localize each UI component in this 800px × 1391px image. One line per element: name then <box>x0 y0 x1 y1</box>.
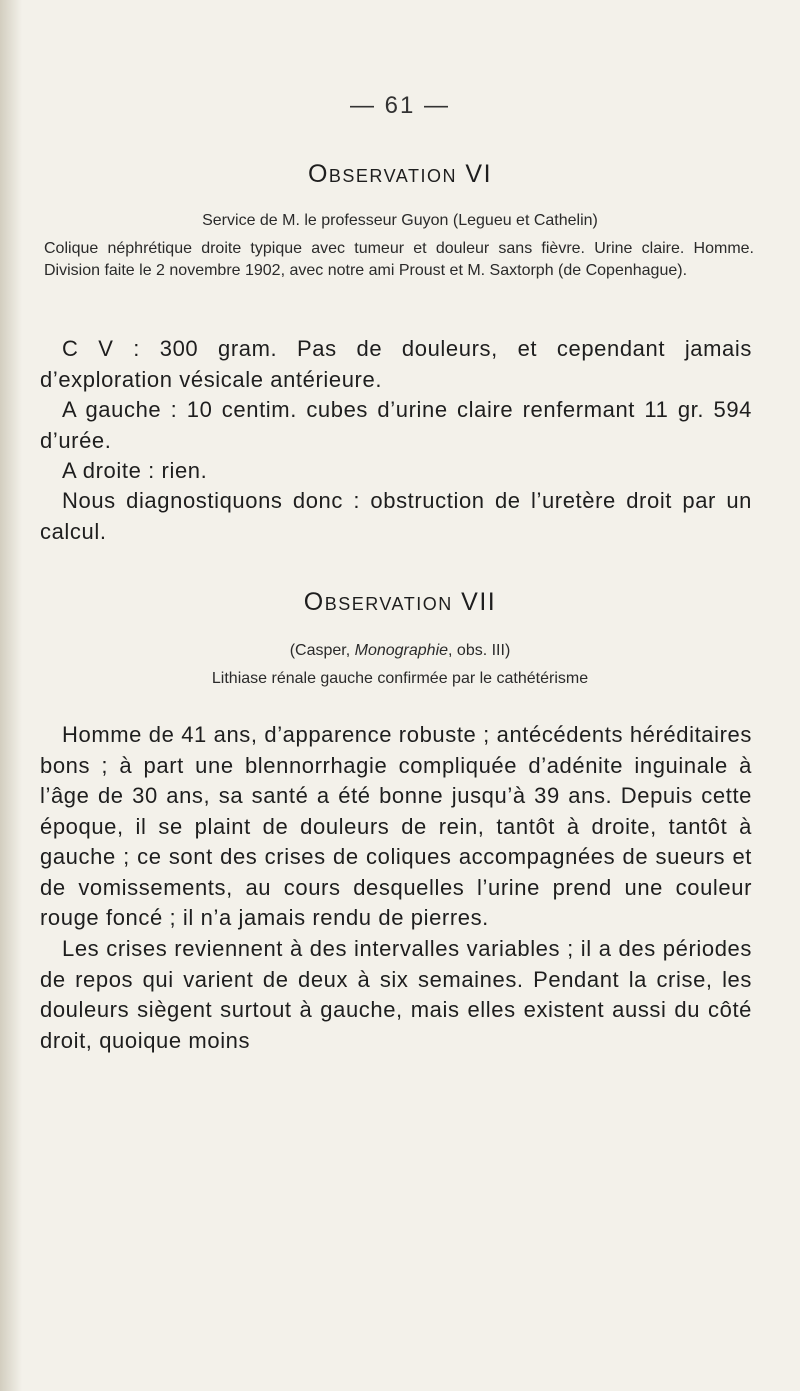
source-text-italic: Monographie <box>354 642 449 659</box>
observation-vi-subtitle: Service de M. le professeur Guyon (Legueu et Cathelin) <box>202 212 598 229</box>
page-number: — 61 — <box>349 92 451 119</box>
observation-vi-paragraph-2: A gauche : 10 centim. cubes d’urine claire renfermant 11 gr. 594 d’urée. <box>40 397 752 453</box>
page-edge-shadow <box>0 0 22 1391</box>
observation-vi-summary: Colique néphrétique droite typique avec tumeur et douleur sans fièvre. Urine claire. Homme. Division faite le 2 novembre 1902, avec notre ami Proust et M. Saxtorph (de Copenhague). <box>44 240 754 279</box>
observation-vi-paragraph-3: A droite : rien. <box>62 458 208 483</box>
observation-vi-paragraph-4: Nous diagnostiquons donc : obstruction de l’uretère droit par un calcul. <box>40 488 752 544</box>
source-text-close: , obs. III) <box>448 642 511 659</box>
observation-vii-paragraph-1: Homme de 41 ans, d’apparence robuste ; antécédents héréditaires bons ; à part une blennorrhagie compliquée d’adénite inguinale à l’âge de 30 ans, sa santé a été bonne jusqu’à 39 ans. Depuis cette époque, il se plaint de douleurs de rein, tantôt à droite, tantôt à gauche ; ce sont des crises de coliques accompagnées de sueurs et de vomissements, au cours desquelles l’urine prend une couleur rouge foncé ; il n’a jamais rendu de pierres. <box>40 722 752 930</box>
source-text-open: (Casper, <box>289 642 355 659</box>
observation-vi-paragraph-1: C V : 300 gram. Pas de douleurs, et cependant jamais d’exploration vésicale antérieure. <box>40 336 752 392</box>
observation-vii-paragraph-2: Les crises reviennent à des intervalles variables ; il a des périodes de repos qui varient de deux à six semaines. Pendant la crise, les douleurs siègent surtout à gauche, mais elles existent aussi du côté droit, quoique moins <box>40 936 752 1053</box>
observation-vi-title: Observation VI <box>307 160 493 188</box>
observation-vii-source <box>0 640 800 662</box>
observation-vii-subtitle: Lithiase rénale gauche confirmée par le cathétérisme <box>211 670 589 687</box>
observation-vii-title: Observation VII <box>303 588 497 616</box>
